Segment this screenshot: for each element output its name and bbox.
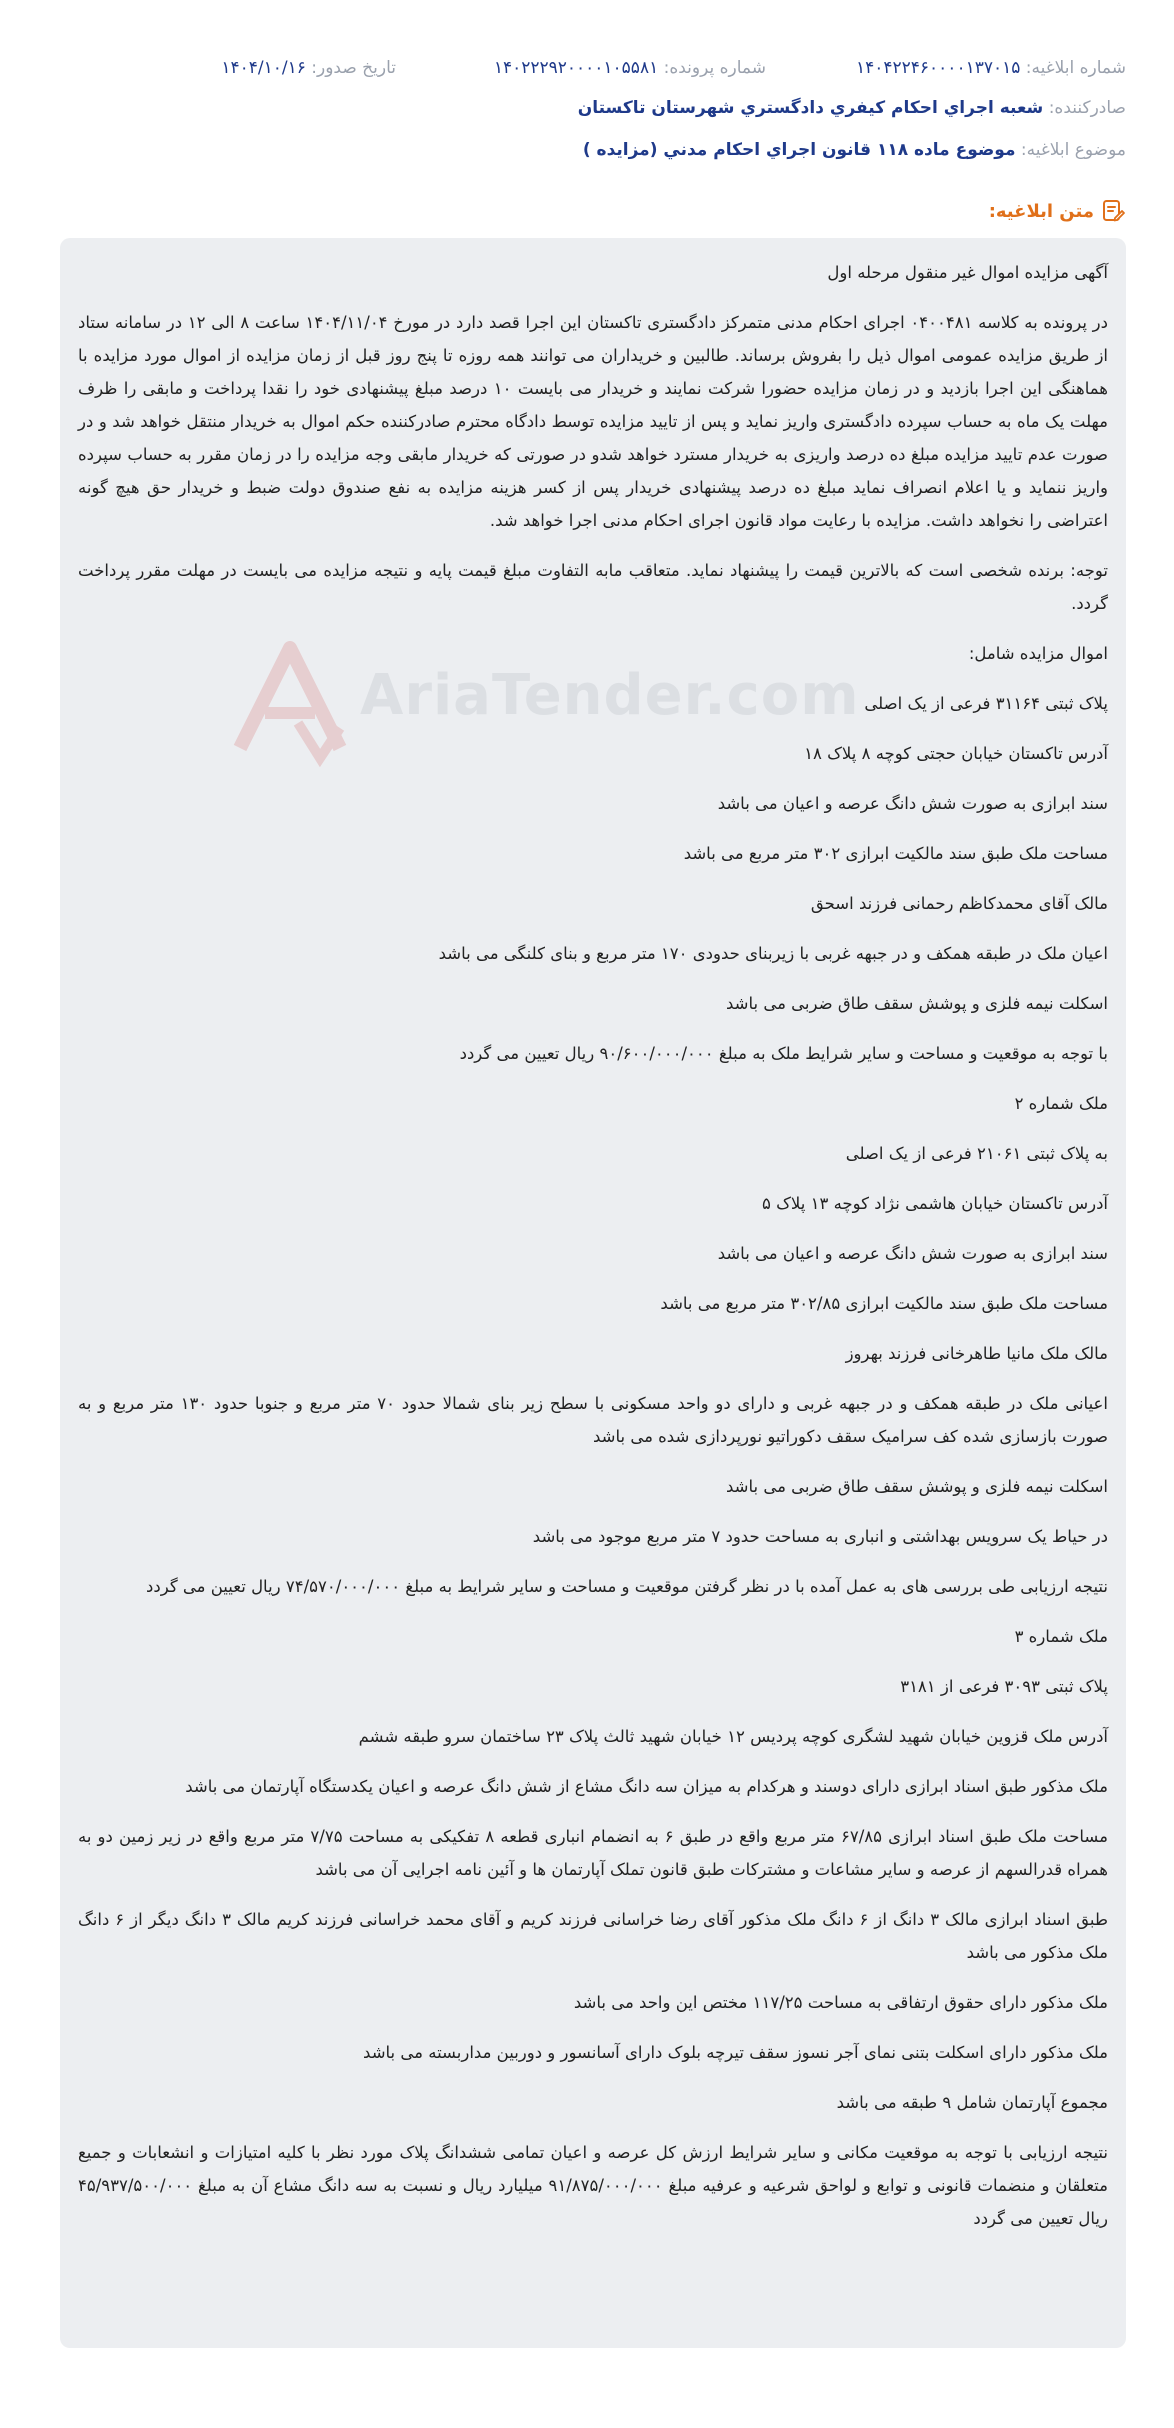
notice-text-title: متن ابلاغیه: [988, 200, 1094, 222]
notice-paragraph: ملک شماره ۲ [1014, 1094, 1108, 1113]
notice-paragraph: طبق اسناد ابرازی مالک ۳ دانگ از ۶ دانگ ملک مذکور آقای رضا خراسانی فرزند کریم و آقای محمد خراسانی فرزند کریم مالک ۳ دانگ دیگر از ۶ دانگ ملک مذکور می باشد [78, 1910, 1109, 1962]
notice-paragraph: نتیجه ارزیابی با توجه به موقعیت مکانی و سایر شرایط ارزش کل عرصه و اعیان تمامی ششدانگ پلاک مورد نظر با کلیه امتیازات و انشعابات و جمیع متعلقان و منضمات قانونی و توابع و لواحق شرعیه و عرفیه مبلغ ۹۱/۸۷۵/۰۰۰/۰۰۰ میلیارد ریال و نسبت به سه دانگ مشاع آن به مبلغ ۴۵/۹۳۷/۵۰۰/۰۰۰ ریال تعیین می گردد [78, 2143, 1108, 2228]
notice-paragraph: مالک آقای محمدکاظم رحمانی فرزند اسحق [810, 894, 1108, 913]
notice-paragraph: مالک ملک مانیا طاهرخانی فرزند بهروز [845, 1344, 1108, 1363]
subject-line [583, 140, 1126, 160]
issue-date [221, 58, 396, 78]
notice-paragraph: اسکلت نیمه فلزی و پوشش سقف طاق ضربی می باشد [725, 1477, 1108, 1496]
issuer-label: صادرکننده: [1048, 98, 1126, 118]
notice-body-panel [60, 238, 1126, 2348]
notice-paragraph: آدرس تاکستان خیابان حجتی کوچه ۸ پلاک ۱۸ [804, 744, 1108, 763]
document-edit-icon [1100, 198, 1126, 224]
notice-number-label: شماره ابلاغیه: [1025, 58, 1126, 78]
notice-paragraph: ملک مذکور طبق اسناد ابرازی دارای دوسند و هرکدام به میزان سه دانگ مشاع از شش دانگ عرصه و اعیان یکدستگاه آپارتمان می باشد [185, 1777, 1108, 1796]
notice-paragraph: ملک شماره ۳ [1014, 1627, 1108, 1646]
issuer-value: شعبه اجراي احكام كيفري دادگستري شهرستان تاكستان [577, 98, 1044, 118]
notice-body-text [78, 256, 1108, 2252]
notice-number-value: ۱۴۰۴۲۲۴۶۰۰۰۰۱۳۷۰۱۵ [856, 58, 1021, 78]
notice-paragraph: در حیاط یک سرویس بهداشتی و انباری به مساحت حدود ۷ متر مربع موجود می باشد [532, 1527, 1108, 1546]
watermark-text: AriaTender.com [360, 663, 860, 728]
notice-text-heading [989, 198, 1126, 224]
issuer-line [578, 98, 1126, 118]
notice-paragraph: ملک مذکور دارای حقوق ارتفاقی به مساحت ۱۱۷/۲۵ مختص این واحد می باشد [573, 1993, 1108, 2012]
notice-paragraph: مجموع آپارتمان شامل ۹ طبقه می باشد [836, 2093, 1108, 2112]
case-number-label: شماره پرونده: [663, 58, 766, 78]
notice-paragraph: اموال مزایده شامل: [968, 644, 1108, 663]
notice-paragraph: سند ابرازی به صورت شش دانگ عرصه و اعیان می باشد [717, 1244, 1108, 1263]
case-number [494, 58, 766, 78]
notice-paragraph: ملک مذکور دارای اسکلت بتنی نمای آجر نسوز سقف تیرچه بلوک دارای آسانسور و دوربین مداربسته می باشد [363, 2043, 1108, 2062]
notice-paragraph: اسکلت نیمه فلزی و پوشش سقف طاق ضربی می باشد [725, 994, 1108, 1013]
notice-paragraph: اعیانی ملک در طبقه همکف و در جبهه غربی و دارای دو واحد مسکونی با سطح زیر بنای شمالا حدود ۷۰ متر مربع و جنوبا حدود ۱۳۰ متر مربع و به صورت بازسازی شده کف سرامیک سقف دکوراتیو نورپردازی شده می باشد [78, 1394, 1108, 1446]
notice-number [856, 58, 1126, 78]
notice-paragraph: توجه: برنده شخصی است که بالاترین قیمت را پیشنهاد نماید. متعاقب مابه التفاوت مبلغ قیمت پایه و نتیجه مزایده می بایست در مهلت مقرر پرداخت گردد. [78, 561, 1108, 613]
notice-paragraph: مساحت ملک طبق سند مالکیت ابرازی ۳۰۲/۸۵ متر مربع می باشد [660, 1294, 1108, 1313]
notice-paragraph: مساحت ملک طبق سند مالکیت ابرازی ۳۰۲ متر مربع می باشد [683, 844, 1108, 863]
issue-date-value: ۱۴۰۴/۱۰/۱۶ [221, 58, 306, 78]
notice-paragraph: به پلاک ثبتی ۲۱۰۶۱ فرعی از یک اصلی [845, 1144, 1108, 1163]
notice-paragraph: پلاک ثبتی ۳۱۱۶۴ فرعی از یک اصلی [864, 694, 1108, 713]
notice-paragraph: آدرس تاکستان خیابان هاشمی نژاد کوچه ۱۳ پلاک ۵ [762, 1194, 1108, 1213]
subject-value: موضوع ماده ۱۱۸ قانون اجراي احكام مدني (مزايده ) [582, 140, 1016, 160]
notice-paragraph: پلاک ثبتی ۳۰۹۳ فرعی از ۳۱۸۱ [900, 1677, 1108, 1696]
subject-label: موضوع ابلاغیه: [1020, 140, 1126, 160]
notice-paragraph: نتیجه ارزیابی طی بررسی های به عمل آمده با در نظر گرفتن موقعیت و مساحت و سایر شرایط به مبلغ ۷۴/۵۷۰/۰۰۰/۰۰۰ ریال تعیین می گردد [146, 1577, 1108, 1596]
notice-paragraph: مساحت ملک طبق اسناد ابرازی ۶۷/۸۵ متر مربع واقع در طبق ۶ به انضمام انباری قطعه ۸ تفکیکی به مساحت ۷/۷۵ متر مربع واقع در زیر زمین دو به همراه قدرالسهم از عرصه و سایر مشاعات و مشترکات طبق قانون تملک آپارتمان ها و آئین نامه اجرایی آن می باشد [78, 1827, 1108, 1879]
notice-meta-row [48, 58, 1126, 82]
issue-date-label: تاریخ صدور: [311, 58, 396, 78]
notice-paragraph: آگهی مزایده اموال غیر منقول مرحله اول [827, 263, 1108, 282]
case-number-value: ۱۴۰۲۲۲۹۲۰۰۰۰۱۰۵۵۸۱ [493, 58, 659, 78]
notice-paragraph: با توجه به موقعیت و مساحت و سایر شرایط ملک به مبلغ ۹۰/۶۰۰/۰۰۰/۰۰۰ ریال تعیین می گردد [459, 1044, 1108, 1063]
notice-paragraph: سند ابرازی به صورت شش دانگ عرصه و اعیان می باشد [717, 794, 1108, 813]
notice-paragraph: در پرونده به کلاسه ۰۴۰۰۴۸۱ اجرای احکام مدنی متمرکز دادگستری تاکستان این اجرا قصد دارد در مورخ ۱۴۰۴/۱۱/۰۴ ساعت ۸ الی ۱۲ در سامانه ستاد از طریق مزایده عمومی اموال ذیل را بفروش برساند. طالبین و خریداران می توانند همه روزه تا پنج روز قبل از زمان مزایده از اموال مورد مزایده با هماهنگی این اجرا بازدید و در زمان مزایده حضورا شرکت نمایند و خریدار می بایست ۱۰ درصد مبلغ پیشنهادی خود را نقدا پرداخت و مابقی را ظرف مهلت یک ماه به حساب سپرده دادگستری واریز نماید و پس از تایید مزایده توسط دادگاه محترم صادرکننده حکم اموال به خریدار منتقل خواهد شد و در صورت عدم تایید مزایده مبلغ ده درصد واریزی به خریدار مسترد خواهد شدو در صورتی که خریدار مابقی وجه مزایده را در زمان مقرر به حساب سپرده واریز ننماید و یا اعلام انصراف نماید مبلغ ده درصد پیشنهادی خریدار پس از کسر هزینه مزایده به نفع صندوق دولت ضبط و خریدار حق هیچ گونه اعتراضی را نخواهد داشت. مزایده با رعایت مواد قانون اجرای احکام مدنی اجرا خواهد شد. [78, 313, 1108, 530]
notice-paragraph: آدرس ملک قزوین خیابان شهید لشگری کوچه پردیس ۱۲ خیابان شهید ثالث پلاک ۲۳ ساختمان سرو طبقه ششم [358, 1727, 1108, 1746]
notice-paragraph: اعیان ملک در طبقه همکف و در جبهه غربی با زیربنای حدودی ۱۷۰ متر مربع و بنای کلنگی می باشد [438, 944, 1108, 963]
